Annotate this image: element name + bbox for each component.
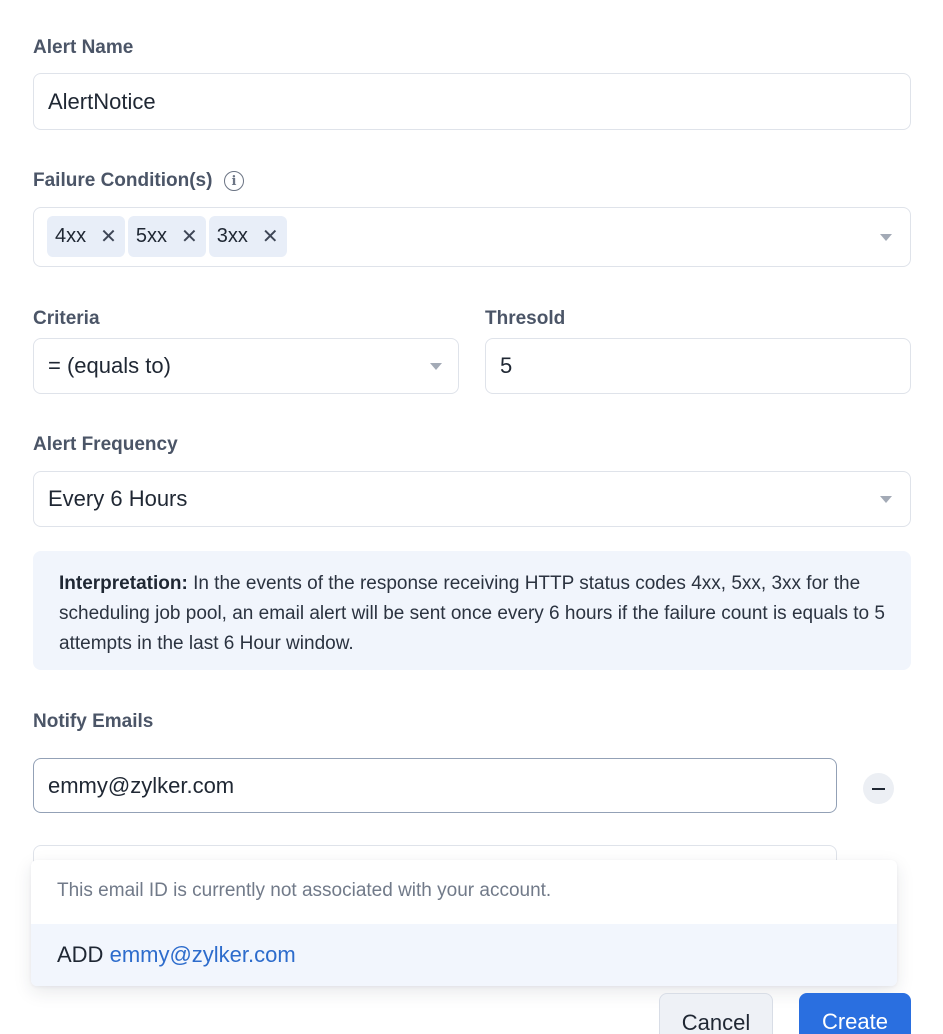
threshold-input[interactable] bbox=[485, 338, 911, 394]
chevron-down-icon[interactable] bbox=[430, 363, 442, 370]
alert-frequency-value: Every 6 Hours bbox=[48, 486, 188, 511]
email-suggestion-dropdown bbox=[31, 860, 897, 986]
info-icon[interactable]: i bbox=[224, 171, 244, 191]
alert-name-input[interactable] bbox=[33, 73, 911, 130]
criteria-select[interactable] bbox=[33, 338, 459, 394]
chip-label: 4xx bbox=[55, 225, 87, 247]
threshold-value: 5 bbox=[500, 353, 513, 378]
add-prefix: ADD bbox=[57, 942, 104, 967]
condition-chips bbox=[47, 216, 287, 257]
condition-chip bbox=[128, 216, 206, 257]
add-email-address: emmy@zylker.com bbox=[109, 942, 296, 967]
email-field[interactable] bbox=[33, 758, 837, 813]
minus-icon bbox=[872, 788, 885, 790]
chevron-down-icon[interactable] bbox=[880, 496, 892, 503]
threshold-label: Thresold bbox=[485, 308, 566, 329]
chip-label: 3xx bbox=[216, 225, 248, 247]
alert-frequency-select[interactable] bbox=[33, 471, 911, 527]
criteria-value: = (equals to) bbox=[48, 353, 171, 378]
condition-chip bbox=[209, 216, 287, 257]
close-icon[interactable]: ✕ bbox=[181, 225, 198, 248]
email-value: emmy@zylker.com bbox=[48, 772, 235, 798]
failure-conditions-select[interactable] bbox=[33, 207, 911, 267]
alert-name-label: Alert Name bbox=[33, 37, 134, 58]
create-button[interactable]: Create bbox=[799, 993, 911, 1034]
criteria-label: Criteria bbox=[33, 308, 100, 329]
add-email-option[interactable] bbox=[31, 924, 897, 986]
condition-chip bbox=[47, 216, 125, 257]
chevron-down-icon[interactable] bbox=[880, 234, 892, 241]
alert-name-value: AlertNotice bbox=[48, 88, 156, 114]
remove-email-button[interactable] bbox=[863, 773, 894, 804]
alert-frequency-label: Alert Frequency bbox=[33, 434, 178, 455]
interpretation-panel bbox=[33, 551, 911, 670]
cancel-button[interactable]: Cancel bbox=[659, 993, 773, 1034]
close-icon[interactable]: ✕ bbox=[261, 225, 279, 248]
interpretation-text: In the events of the response receiving HTTP status codes 4xx, 5xx, 3xx for the scheduling job pool, an email alert will be sent once every 6 hours if the failure count is equals to 5 attempts in the last 6 Hour window. bbox=[59, 573, 885, 654]
add-email-text bbox=[57, 942, 296, 968]
chip-label: 5xx bbox=[135, 225, 168, 247]
failure-conditions-label: Failure Condition(s) bbox=[33, 170, 213, 191]
interpretation-title: Interpretation: bbox=[59, 573, 188, 594]
close-icon[interactable]: ✕ bbox=[100, 225, 117, 248]
suggestion-message: This email ID is currently not associated with your account. bbox=[57, 880, 552, 901]
notify-emails-label: Notify Emails bbox=[33, 711, 154, 732]
